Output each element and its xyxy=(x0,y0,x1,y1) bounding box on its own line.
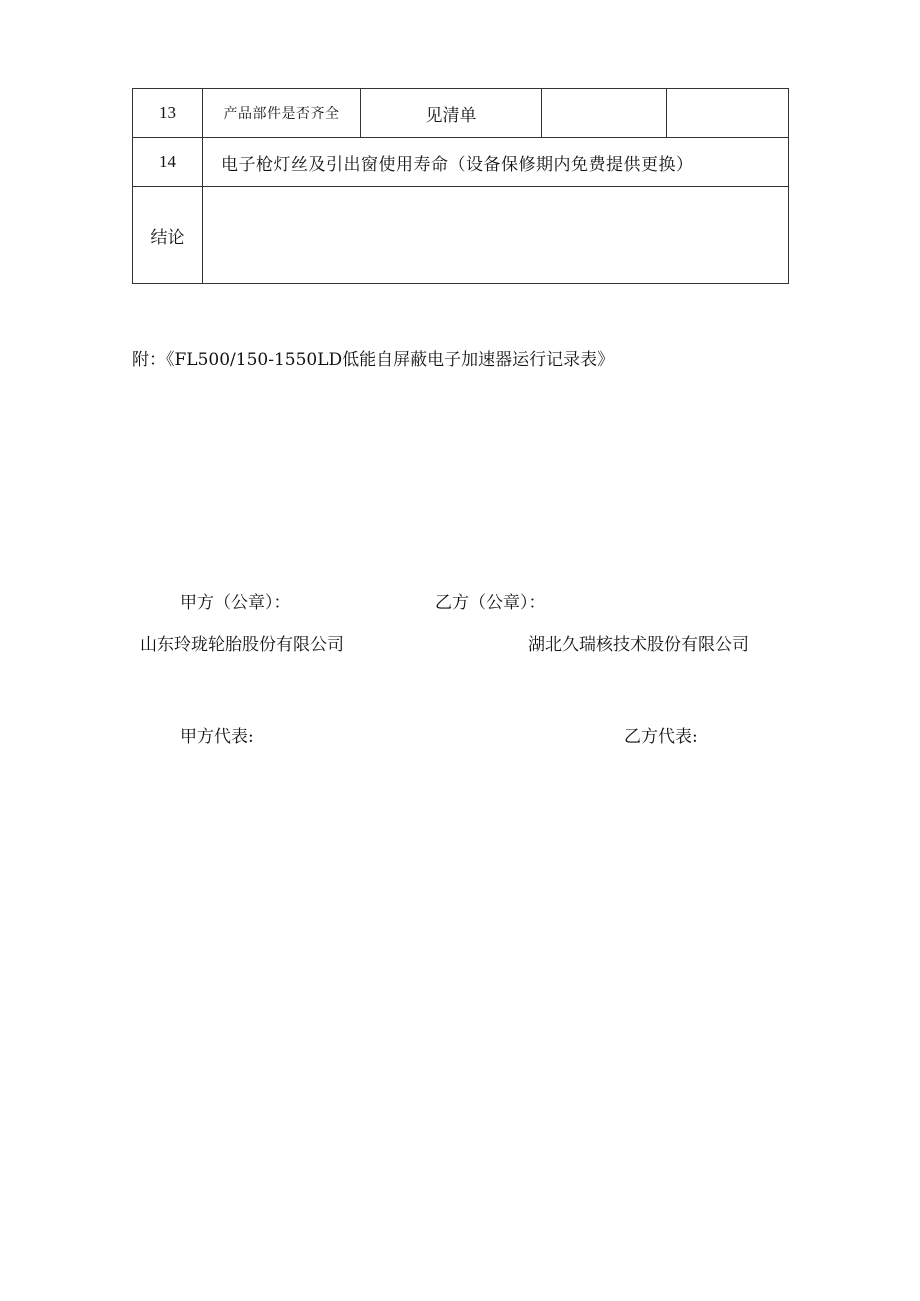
party-b-company: 湖北久瑞核技术股份有限公司 xyxy=(528,635,749,655)
party-b-seal-label: 乙方（公章）： xyxy=(435,593,546,613)
party-a-seal-label: 甲方（公章）： xyxy=(180,593,291,613)
conclusion-label: 结论 xyxy=(133,187,203,284)
table-row xyxy=(133,187,789,284)
row-empty-cell xyxy=(667,89,789,138)
conclusion-content xyxy=(203,187,789,284)
party-a-company: 山东玲珑轮胎股份有限公司 xyxy=(140,635,344,655)
row-item: 产品部件是否齐全 xyxy=(203,89,361,138)
table-row xyxy=(133,89,789,138)
row-number: 13 xyxy=(133,89,203,138)
party-a-representative-label: 甲方代表: xyxy=(180,727,254,747)
row-item: 电子枪灯丝及引出窗使用寿命（设备保修期内免费提供更换） xyxy=(203,138,789,187)
row-empty-cell xyxy=(542,89,667,138)
party-b-representative-label: 乙方代表: xyxy=(624,727,698,747)
row-value: 见清单 xyxy=(361,89,542,138)
appendix-note: 附：《FL500/150-1550LD低能自屏蔽电子加速器运行记录表》 xyxy=(132,350,615,370)
table-row xyxy=(133,138,789,187)
row-number: 14 xyxy=(133,138,203,187)
inspection-table xyxy=(132,88,789,284)
